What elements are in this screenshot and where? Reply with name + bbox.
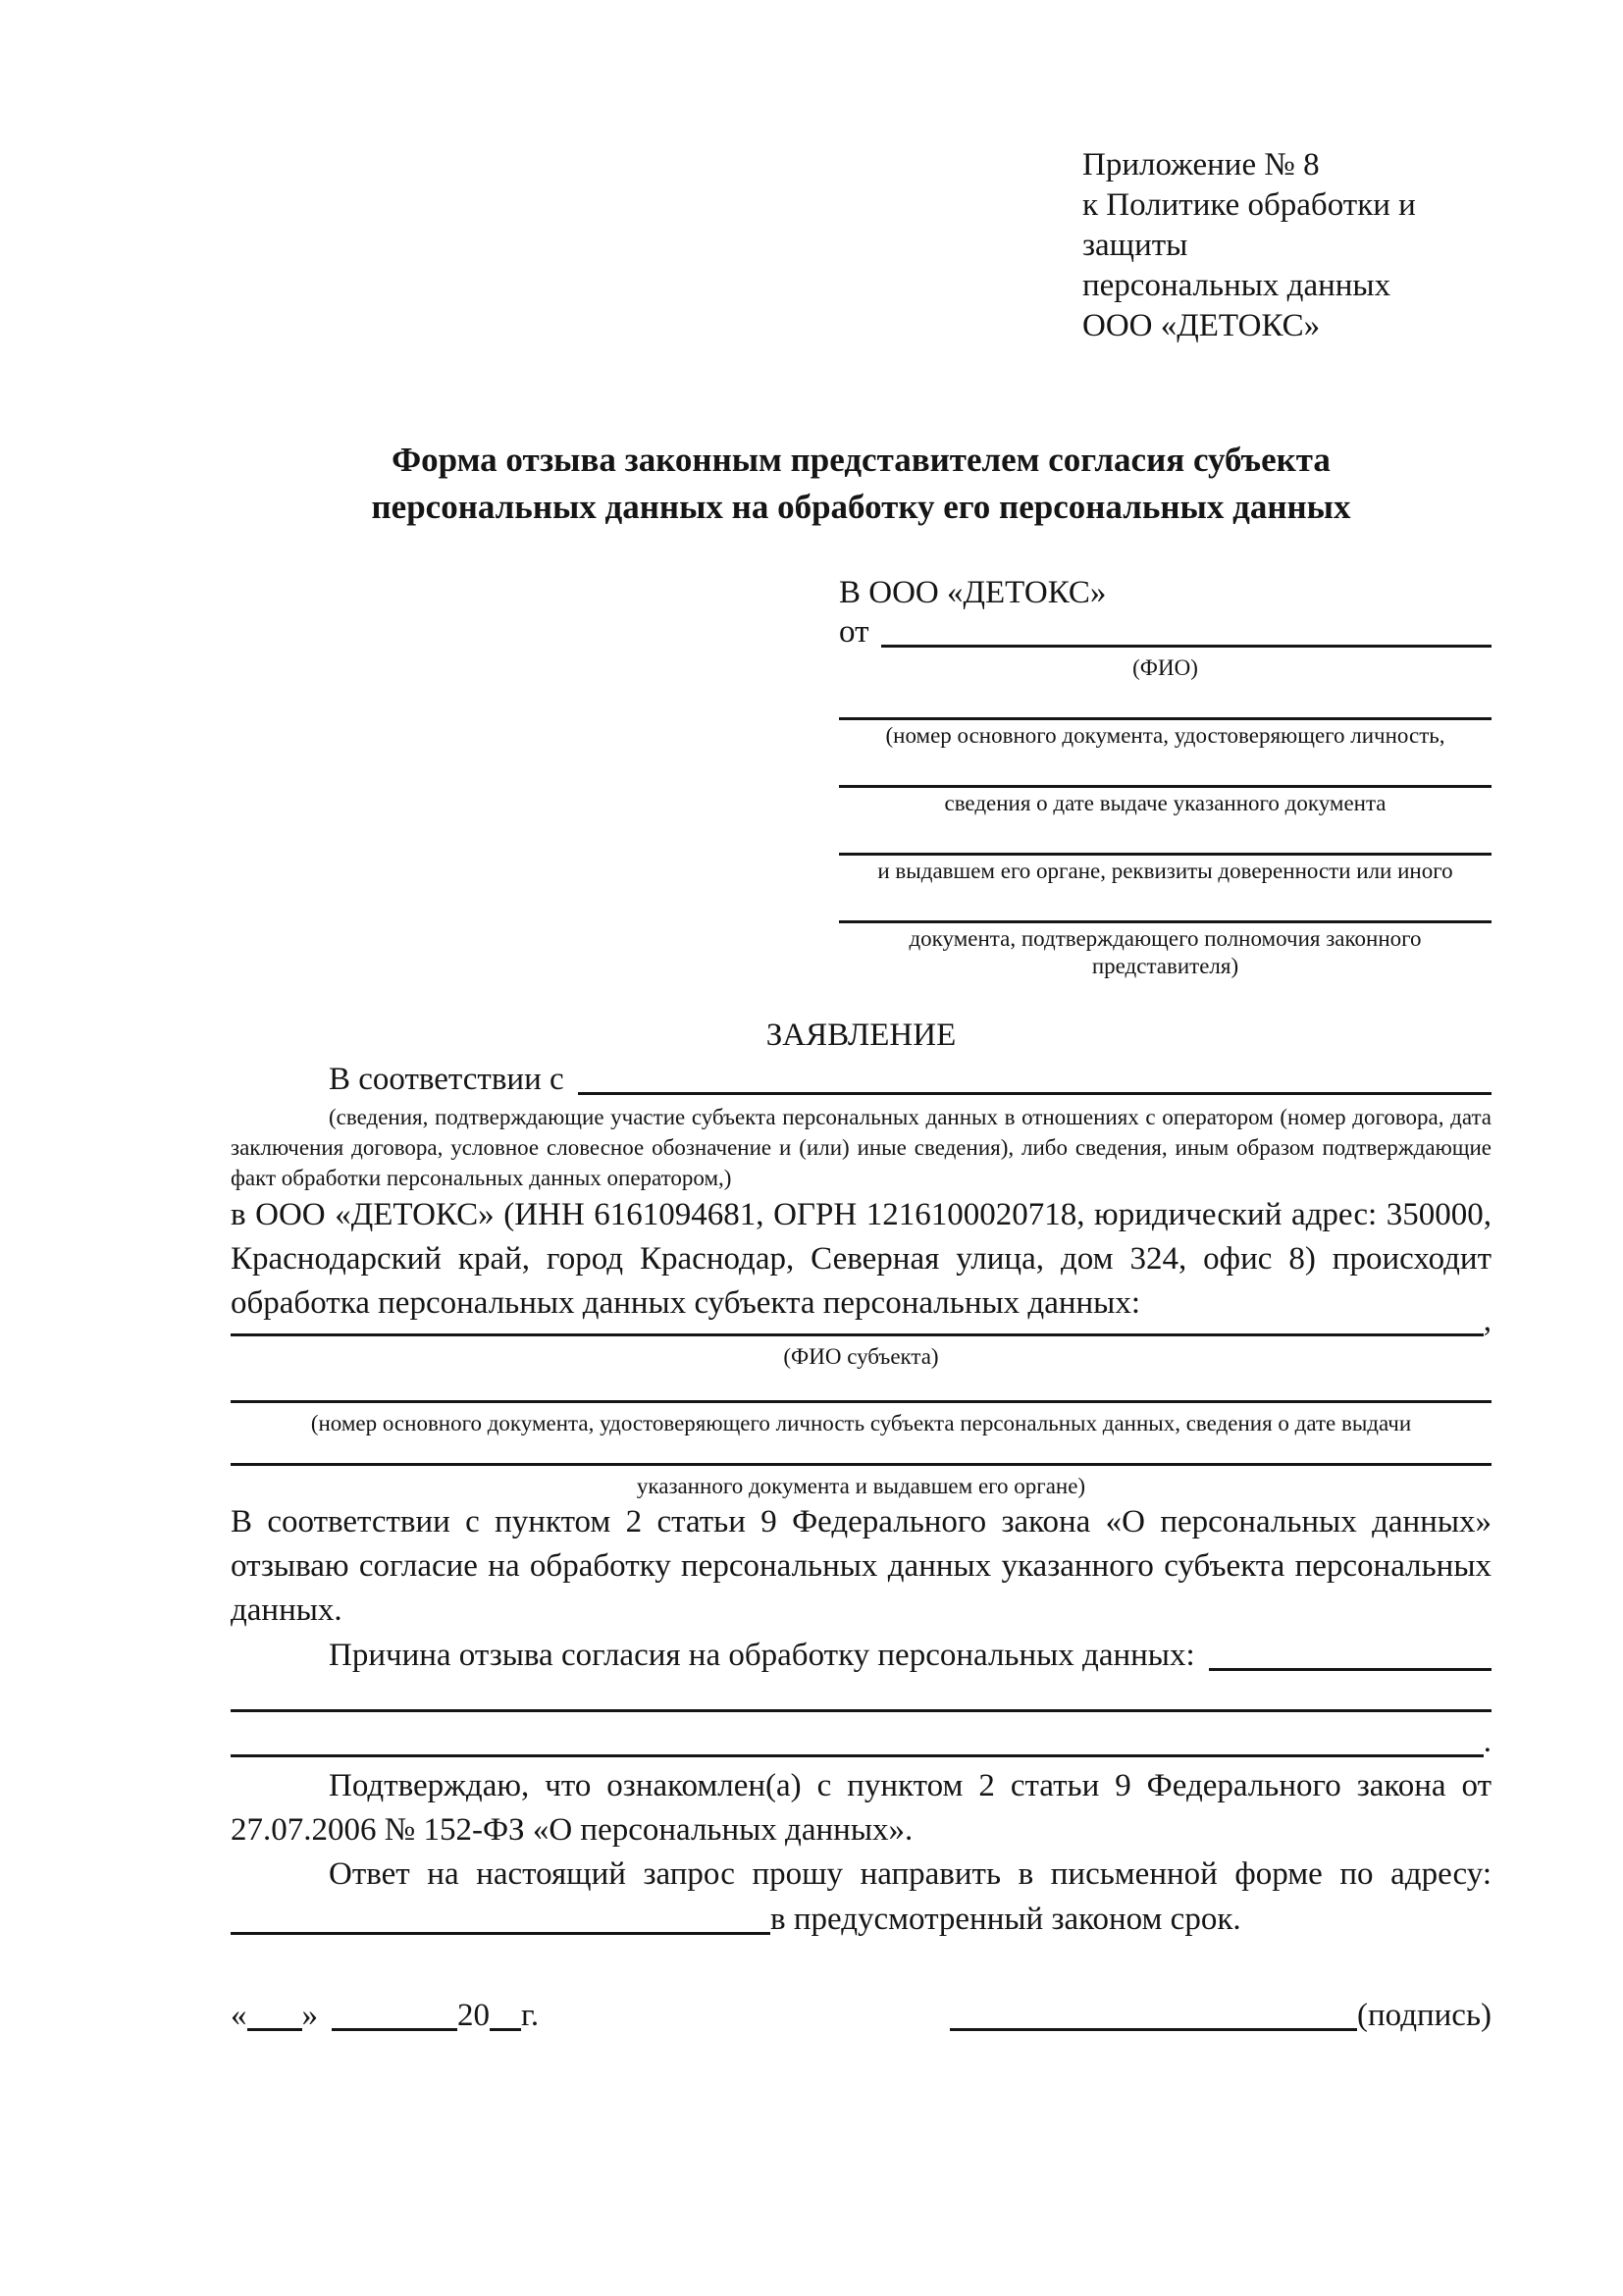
- representative-doc-caption-4: документа, подтверждающего полномочия законного представителя): [909, 926, 1422, 978]
- subject-doc-line-1: [231, 1400, 1492, 1403]
- date-open-quote: «: [231, 1998, 247, 2033]
- withdrawal-paragraph: В соответствии с пунктом 2 статьи 9 Федерального закона «О персональных данных» отзываю согласие на обработку персональных данных указанного субъекта персональных данных.: [231, 1504, 1492, 1628]
- reply-paragraph: Ответ на настоящий запрос прошу направить в письменной форме по адресу:: [329, 1856, 1492, 1892]
- reason-blank-line-2: [231, 1709, 1492, 1712]
- date-year-suffix: г.: [521, 1998, 540, 2033]
- date-month-blank-line: [332, 2028, 457, 2031]
- subject-doc-blank-line-1: [231, 1371, 1492, 1410]
- reason-blank-line: [1209, 1668, 1492, 1671]
- document-title-line-2: персональных данных на обработку его персональных данных: [371, 488, 1351, 526]
- reason-blank-line-3: [231, 1754, 1484, 1757]
- confirmation-paragraph: Подтверждаю, что ознакомлен(а) с пунктом 2 статьи 9 Федерального закона от 27.07.2006 № 152-ФЗ «О персональных данных».: [231, 1768, 1492, 1848]
- date-close-quote: »: [301, 1998, 318, 2033]
- reply-address-row: [231, 1897, 1492, 1942]
- representative-doc-blank-line-3: [839, 817, 1492, 856]
- date-year-prefix: 20: [457, 1998, 490, 2033]
- date-field: [231, 1994, 539, 2038]
- from-label: от: [839, 614, 869, 650]
- basis-blank-line: [578, 1092, 1492, 1095]
- subject-doc-blank-line-2: [231, 1437, 1492, 1473]
- reply-tail-text: в предусмотренный законом срок.: [770, 1902, 1241, 1937]
- representative-doc-caption-1: (номер основного документа, удостоверяющего личность,: [885, 723, 1445, 748]
- date-year-blank-line: [490, 2028, 521, 2031]
- reason-label: Причина отзыва согласия на обработку персональных данных:: [329, 1638, 1195, 1673]
- appendix-line-1: Приложение № 8: [1082, 147, 1320, 183]
- subject-doc-caption-2: указанного документа и выдавшем его органе): [636, 1474, 1086, 1498]
- appendix-line-2: к Политике обработки и защиты: [1082, 187, 1416, 263]
- signature-date-row: [231, 1993, 1492, 2038]
- document-title: [231, 437, 1492, 531]
- from-field-row: [839, 613, 1492, 654]
- signature-field: [950, 1994, 1492, 2038]
- subject-fio-blank-line: [231, 1333, 1484, 1336]
- appendix-line-4: ООО «ДЕТОКС»: [1082, 308, 1321, 343]
- subject-doc-caption-1: (номер основного документа, удостоверяющего личность субъекта персональных данных, сведения о дате выдачи: [310, 1411, 1412, 1435]
- subject-fio-field-row: [231, 1303, 1492, 1343]
- signature-blank-line: [950, 2028, 1357, 2031]
- representative-doc-blank-line-4: [839, 885, 1492, 923]
- basis-label: В соответствии с: [329, 1062, 564, 1097]
- subject-fio-comma: ,: [1483, 1303, 1492, 1338]
- basis-field-row: [231, 1058, 1492, 1102]
- fio-caption: (ФИО): [1132, 655, 1198, 680]
- representative-doc-caption-2: сведения о дате выдаче указанного документа: [944, 791, 1387, 815]
- reason-field-row: [231, 1633, 1492, 1678]
- representative-doc-caption-3: и выдавшем его органе, реквизиты доверенности или иного: [877, 859, 1453, 883]
- date-day-blank-line: [247, 2028, 302, 2031]
- reply-address-blank-line: [231, 1932, 770, 1935]
- reason-continuation-row-1: [231, 1678, 1492, 1719]
- representative-doc-blank-line-2: [839, 750, 1492, 788]
- signature-caption: (подпись): [1357, 1998, 1492, 2033]
- subject-doc-line-2: [231, 1463, 1492, 1466]
- subject-fio-caption: (ФИО субъекта): [783, 1344, 939, 1369]
- operator-paragraph: в ООО «ДЕТОКС» (ИНН 6161094681, ОГРН 1216100020718, юридический адрес: 350000, Краснодарский край, город Краснодар, Северная улица, дом 324, офис 8) происходит обработка персональных данных субъекта персональных данных:: [231, 1197, 1492, 1321]
- appendix-line-3: персональных данных: [1082, 268, 1391, 303]
- statement-heading: ЗАЯВЛЕНИЕ: [765, 1018, 957, 1053]
- addressee-block: [839, 572, 1492, 980]
- addressee-organization: В ООО «ДЕТОКС»: [839, 575, 1107, 610]
- representative-doc-blank-line-1: [839, 682, 1492, 720]
- basis-footnote: (сведения, подтверждающие участие субъекта персональных данных в отношениях с оператором (номер договора, дата заключения договора, условное словесное обозначение и (или) иные сведения), либо сведения, иным образом подтверждающие факт обработки персональных данных оператором,): [231, 1105, 1492, 1190]
- appendix-header: [1082, 145, 1492, 346]
- from-blank-line: [881, 645, 1492, 648]
- document-title-line-1: Форма отзыва законным представителем согласия субъекта: [392, 441, 1331, 479]
- reason-period: .: [1483, 1724, 1492, 1759]
- reason-continuation-row-2: [231, 1719, 1527, 1764]
